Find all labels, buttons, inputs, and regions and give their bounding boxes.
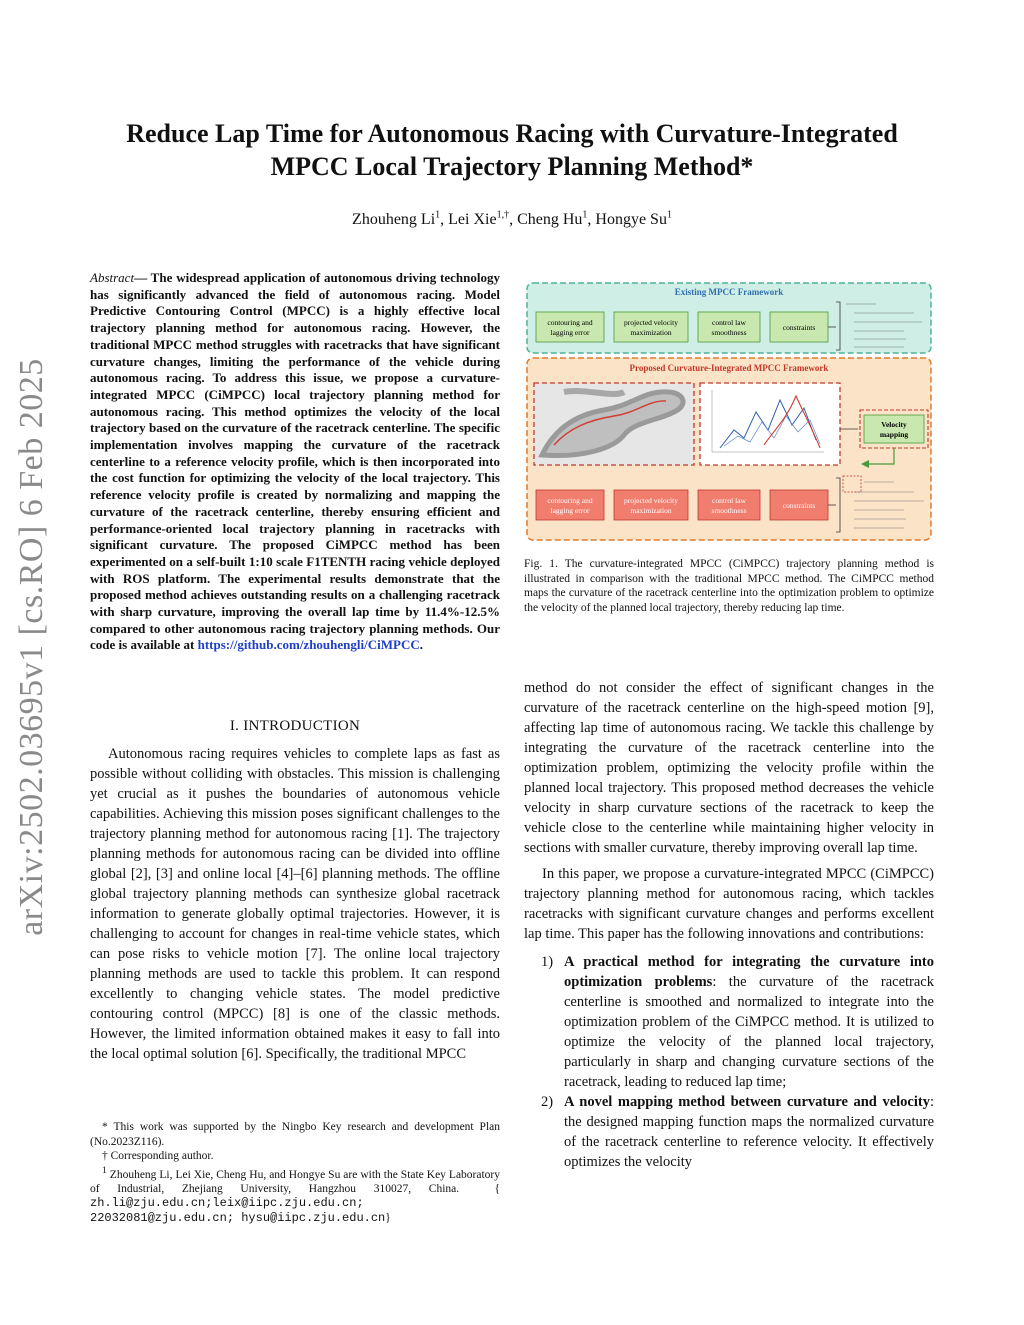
svg-text:contouring and: contouring and: [547, 318, 593, 327]
right-column-text: [524, 678, 934, 1172]
proposed-velocity-box: [614, 490, 688, 520]
author-name: Hongye Su: [595, 211, 667, 229]
author-affil: 1: [582, 210, 588, 221]
contribution-number: 2): [541, 1094, 554, 1110]
section-heading-introduction: I. INTRODUCTION: [229, 718, 361, 734]
existing-smooth-box: [698, 312, 760, 342]
abstract-label: Abstract: [90, 270, 135, 285]
arxiv-stamp-wrapper: [12, 358, 52, 936]
author-name: Cheng Hu: [517, 211, 583, 229]
footnote-mark: 1: [102, 1164, 107, 1176]
contribution-item: [524, 1092, 934, 1172]
svg-text:smoothness: smoothness: [711, 506, 747, 515]
contribution-number: 1): [541, 954, 554, 970]
svg-text:lagging error: lagging error: [550, 328, 590, 337]
author-name: Lei Xie: [448, 211, 497, 229]
existing-velocity-box: [614, 312, 688, 342]
svg-text:lagging error: lagging error: [550, 506, 590, 515]
code-link[interactable]: https://github.com/zhouhengli/CiMPCC: [197, 637, 420, 653]
figure-1: [524, 280, 934, 544]
author-sep: ,: [587, 211, 596, 229]
proposed-contour-box: [536, 490, 604, 520]
svg-text:smoothness: smoothness: [711, 328, 747, 337]
abstract: [90, 270, 500, 654]
footnote-corresponding: † Corresponding author.: [102, 1150, 214, 1162]
abstract-text: — The widespread application of autonomous driving technology has significantly advanced the field of autonomous racing. Model Predictive Contouring Control (MPCC) is a highly effective local trajectory planning method for autonomous racing. However, the traditional MPCC method struggles with racetracks that have significant curvature changes, limiting the performance of the vehicle during autonomous racing. To address this issue, we propose a curvature-integrated MPCC (CiMPCC) local trajectory planning method for autonomous racing. This method optimizes the velocity of the local trajectory based on the curvature of the racetrack centerline. The specific implementation involves mapping the curvature of the racetrack centerline to a reference velocity profile, which is then incorporated into the cost function for optimizing the velocity of the local trajectory. This reference velocity profile is created by normalizing and mapping the curvature of the racetrack centerline, thereby ensuring efficient and performance-oriented local trajectory planning in racetracks with significant curvature. The proposed CiMPCC method has been experimented on a self-built 1:10 scale F1TENTH racing vehicle deployed with ROS platform. The experimental results demonstrate that the proposed method achieves outstanding results on a challenging racetrack with sharp curvature, improving the overall lap time by 11.4%-12.5% compared to other autonomous racing trajectory planning methods. Our code is available at: [90, 270, 500, 653]
svg-text:projected velocity: projected velocity: [624, 496, 678, 505]
author: [517, 211, 595, 228]
svg-text:Velocity: Velocity: [881, 420, 907, 429]
arxiv-stamp: arXiv:2502.03695v1 [cs.RO] 6 Feb 2025: [13, 358, 50, 936]
figure-1-caption: Fig. 1. The curvature-integrated MPCC (CiMPCC) trajectory planning method is illustrated in comparison with the traditional MPCC method. The CiMPCC method maps the curvature of the racetrack centerline into the optimization problem to optimize the velocity of the planned local trajectory, thereby reducing lap time.: [524, 558, 934, 614]
proposed-smooth-box: [698, 490, 760, 520]
author: [448, 211, 517, 228]
svg-text:control law: control law: [712, 318, 746, 327]
existing-framework-label: Existing MPCC Framework: [674, 287, 784, 297]
author-affil: 1: [435, 210, 441, 221]
footnote-funding: * This work was supported by the Ningbo Key research and development Plan (No.2023Z116).: [90, 1121, 500, 1148]
intro-paragraph: Autonomous racing requires vehicles to complete laps as fast as possible without colliding with obstacles. This mission is challenging yet crucial as it pushes the boundaries of autonomous vehicle capabilities. Achieving this mission poses significant challenges to the trajectory planning method for autonomous racing [1]. The trajectory planning methods for autonomous racing can be divided into offline global [2], [3] and online local [4]–[6] planning methods. The offline global trajectory planning methods can synthesize global racetrack information to generate globally optimal trajectories. However, it is challenging to account for changes in real-time vehicle states, which can pose risks to vehicle motion [7]. The online local trajectory planning methods are used to tackle this problem. It can respond excellently to changing vehicle states. The model predictive contouring control (MPCC) [8] is one of the classic methods. However, the limited information obtained makes it easy to fall into the local optimal solution [6]. Specifically, the traditional MPCC: [90, 746, 500, 1062]
svg-text:constraints: constraints: [782, 323, 816, 332]
contribution-title: A practical method for integrating the curvature into optimization problems: [564, 954, 934, 990]
footnote-affiliation-text: Zhouheng Li, Lei Xie, Cheng Hu, and Hongye Su are with the State Key Laboratory of Industrial, Zhejiang University, Hangzhou 310027, China.: [90, 1168, 501, 1195]
paper-title: Reduce Lap Time for Autonomous Racing with Curvature-Integrated MPCC Local Trajectory Planning Method*: [126, 119, 898, 181]
author-sep: ,: [440, 211, 449, 229]
svg-text:maximization: maximization: [630, 506, 672, 515]
svg-text:contouring and: contouring and: [547, 496, 593, 505]
paragraph: method do not consider the effect of significant changes in the curvature of the racetrack centerline on the high-speed motion [9], affecting lap time of autonomous racing. We tackle this challenge by integrating the curvature of the racetrack centerline into the optimization problem, optimizing the velocity profile within the planned local trajectory. This proposed method decreases the vehicle velocity in sharp curvature sections of the racetrack to keep the vehicle close to the centerline while maintaining higher velocity in sections with smaller curvature, thereby improving overall lap time.: [524, 680, 934, 856]
svg-text:projected velocity: projected velocity: [624, 318, 678, 327]
author-emails-a[interactable]: zh.li@zju.edu.cn;leix@iipc.zju.edu.cn;: [90, 1196, 364, 1211]
introduction-column: [90, 744, 500, 1064]
svg-text:control law: control law: [712, 496, 746, 505]
author-list: [90, 210, 934, 229]
contribution-title: A novel mapping method between curvature and velocity: [564, 1094, 930, 1110]
contribution-text: : the designed mapping function maps the normalized curvature of the racetrack centerline to reference velocity. It effectively optimizes the velocity: [564, 1094, 934, 1170]
author-affil: 1: [666, 210, 672, 221]
author-emails-b[interactable]: 22032081@zju.edu.cn; hysu@iipc.zju.edu.cn: [90, 1210, 386, 1225]
author-sep: ,: [509, 211, 518, 229]
abstract-end: .: [419, 637, 423, 653]
footnotes: [90, 1120, 500, 1225]
contribution-text: : the curvature of the racetrack centerline is smoothed and normalized to integrate into the optimization problem of the CiMPCC method. It is utilized to optimize the velocity of the planned local trajectory, particularly in sharp and changing curvature sections of the racetrack, leading to reduced lap time;: [564, 974, 934, 1090]
existing-contour-box: [536, 312, 604, 342]
svg-text:maximization: maximization: [630, 328, 672, 337]
svg-text:mapping: mapping: [879, 430, 909, 439]
author: [595, 211, 672, 228]
paragraph: In this paper, we propose a curvature-integrated MPCC (CiMPCC) trajectory planning method for autonomous racing, which tackles racetracks with significant curvature changes and performs excellent lap time. This paper has the following innovations and contributions:: [524, 866, 934, 942]
svg-text:constraints: constraints: [782, 501, 816, 510]
author-affil: 1,†: [496, 210, 510, 221]
contribution-list: [524, 952, 934, 1172]
proposed-framework-label: Proposed Curvature-Integrated MPCC Framework: [629, 363, 829, 373]
contribution-item: [524, 952, 934, 1092]
footnote-affiliation: $^1$ Zhouheng Li, Lei Xie, Cheng Hu, and Hongye Su are with the State Key Laboratory of Industrial, Zhejiang University, Hangzhou 310027, China. { zh.li@zju.edu.cn;leix@iipc.zju.edu.cn; 22032081@zju.edu.cn; hysu@iipc.zju.edu.cn}: [90, 1164, 501, 1225]
author: [352, 211, 448, 228]
author-name: Zhouheng Li: [352, 211, 436, 229]
